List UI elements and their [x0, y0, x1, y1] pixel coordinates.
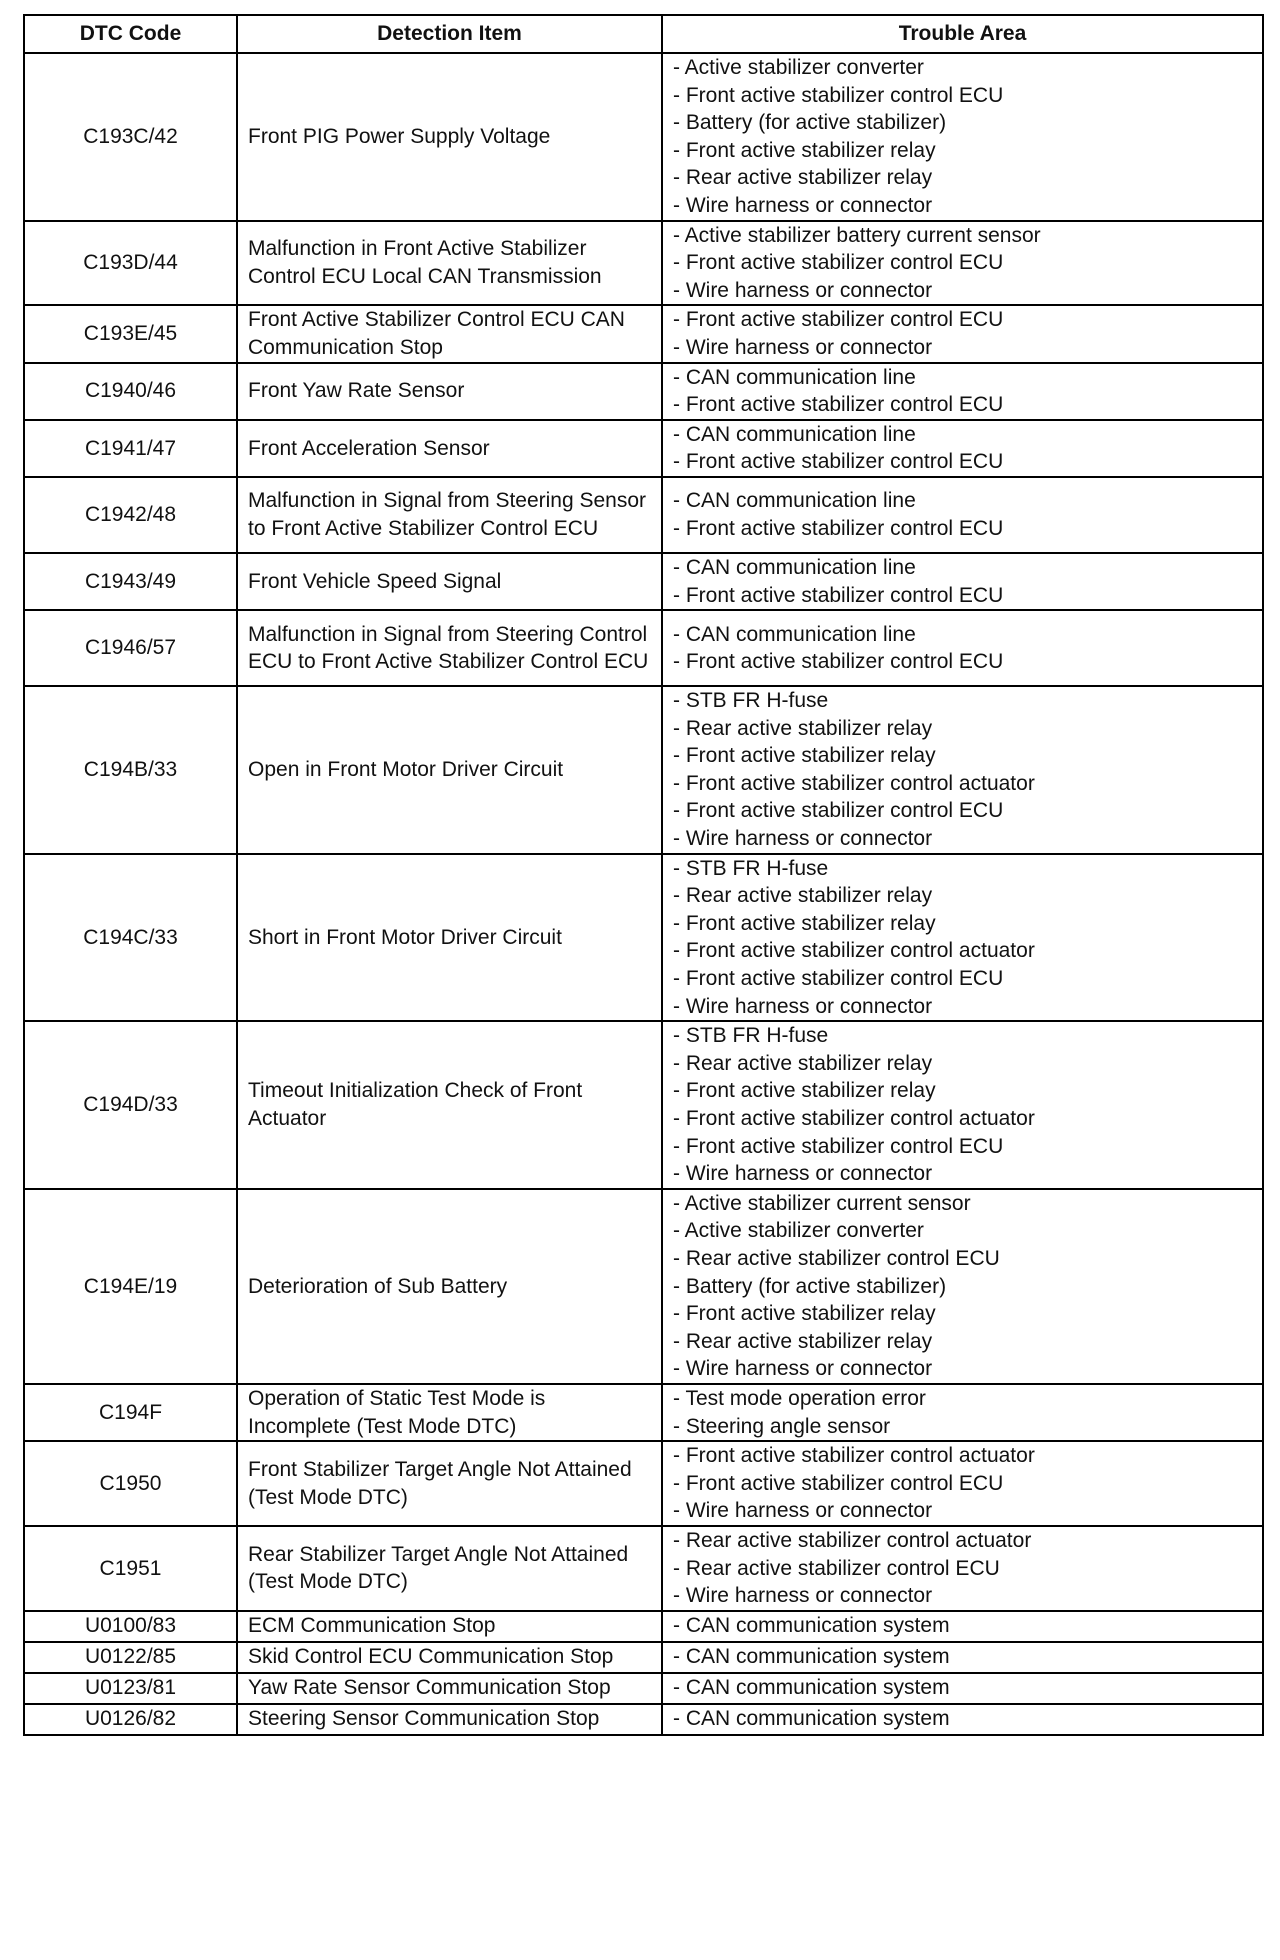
dtc-code-cell: U0123/81 — [24, 1673, 237, 1704]
trouble-area-line: - CAN communication line — [673, 422, 916, 446]
detection-item-cell: Front Acceleration Sensor — [237, 420, 662, 477]
trouble-area-cell — [662, 610, 1263, 686]
trouble-area-line: - Front active stabilizer control ECU — [673, 251, 1004, 275]
dtc-code-cell: C1940/46 — [24, 363, 237, 420]
trouble-area-line: - CAN communication system — [673, 1645, 950, 1669]
table-row — [24, 686, 1263, 854]
trouble-area-line: - CAN communication system — [673, 1707, 950, 1731]
trouble-area-cell — [662, 221, 1263, 306]
detection-item-cell: Open in Front Motor Driver Circuit — [237, 686, 662, 854]
trouble-area-line: - Wire harness or connector — [673, 193, 933, 217]
table-row — [24, 1021, 1263, 1189]
trouble-area-cell — [662, 1189, 1263, 1384]
trouble-area-cell — [662, 363, 1263, 420]
detection-item-cell: Operation of Static Test Mode is Incomplete (Test Mode DTC) — [237, 1384, 662, 1441]
detection-item-cell: Front Active Stabilizer Control ECU CAN Communication Stop — [237, 305, 662, 362]
detection-item-cell: ECM Communication Stop — [237, 1611, 662, 1642]
trouble-area-cell — [662, 1673, 1263, 1704]
trouble-area-cell — [662, 1611, 1263, 1642]
trouble-area-cell — [662, 477, 1263, 553]
trouble-area-line: - Battery (for active stabilizer) — [673, 111, 947, 135]
dtc-code-cell: C193E/45 — [24, 305, 237, 362]
trouble-area-line: - Wire harness or connector — [673, 827, 933, 851]
detection-item-cell: Malfunction in Front Active Stabilizer Control ECU Local CAN Transmission — [237, 221, 662, 306]
dtc-code-cell: C193D/44 — [24, 221, 237, 306]
trouble-area-line: - Front active stabilizer relay — [673, 1302, 936, 1326]
detection-item-cell: Deterioration of Sub Battery — [237, 1189, 662, 1384]
table-row — [24, 1673, 1263, 1704]
trouble-area-line: - Wire harness or connector — [673, 1357, 933, 1381]
detection-item-cell: Short in Front Motor Driver Circuit — [237, 854, 662, 1022]
table-row — [24, 363, 1263, 420]
trouble-area-cell — [662, 1384, 1263, 1441]
table-row — [24, 477, 1263, 553]
trouble-area-line: - Front active stabilizer control ECU — [673, 967, 1004, 991]
trouble-area-line: - STB FR H-fuse — [673, 1024, 829, 1048]
trouble-area-cell — [662, 854, 1263, 1022]
dtc-code-cell: C193C/42 — [24, 53, 237, 221]
detection-item-cell: Front Vehicle Speed Signal — [237, 553, 662, 610]
detection-item-cell: Front Yaw Rate Sensor — [237, 363, 662, 420]
header-trouble-area: Trouble Area — [662, 15, 1263, 53]
trouble-area-line: - Active stabilizer battery current sensor — [673, 223, 1041, 247]
dtc-code-cell: C1941/47 — [24, 420, 237, 477]
dtc-code-cell: C1951 — [24, 1526, 237, 1611]
dtc-table — [23, 14, 1264, 1736]
trouble-area-line: - Rear active stabilizer relay — [673, 166, 933, 190]
detection-item-cell: Malfunction in Signal from Steering Control ECU to Front Active Stabilizer Control ECU — [237, 610, 662, 686]
trouble-area-line: - Front active stabilizer control actuator — [673, 1444, 1035, 1468]
trouble-area-line: - Front active stabilizer control ECU — [673, 1471, 1004, 1495]
trouble-area-cell — [662, 1704, 1263, 1735]
trouble-area-line: - Wire harness or connector — [673, 994, 933, 1018]
detection-item-cell: Front PIG Power Supply Voltage — [237, 53, 662, 221]
dtc-code-cell: C1950 — [24, 1441, 237, 1526]
trouble-area-line: - STB FR H-fuse — [673, 689, 829, 713]
table-row — [24, 1384, 1263, 1441]
trouble-area-line: - Front active stabilizer control ECU — [673, 650, 1004, 674]
trouble-area-line: - Wire harness or connector — [673, 1162, 933, 1186]
trouble-area-line: - Front active stabilizer control ECU — [673, 583, 1004, 607]
trouble-area-line: - Rear active stabilizer control actuator — [673, 1528, 1032, 1552]
dtc-code-cell: C1942/48 — [24, 477, 237, 553]
table-row — [24, 1441, 1263, 1526]
trouble-area-line: - Wire harness or connector — [673, 1499, 933, 1523]
trouble-area-line: - CAN communication system — [673, 1676, 950, 1700]
trouble-area-cell — [662, 1526, 1263, 1611]
trouble-area-cell — [662, 1441, 1263, 1526]
trouble-area-line: - Front active stabilizer relay — [673, 138, 936, 162]
table-row — [24, 305, 1263, 362]
dtc-code-cell: U0122/85 — [24, 1642, 237, 1673]
table-row — [24, 1704, 1263, 1735]
trouble-area-cell — [662, 1642, 1263, 1673]
trouble-area-line: - Front active stabilizer relay — [673, 911, 936, 935]
trouble-area-line: - CAN communication line — [673, 622, 916, 646]
dtc-code-cell: C194D/33 — [24, 1021, 237, 1189]
trouble-area-line: - Active stabilizer converter — [673, 56, 924, 79]
table-row — [24, 420, 1263, 477]
trouble-area-cell — [662, 686, 1263, 854]
trouble-area-line: - Front active stabilizer control ECU — [673, 308, 1004, 332]
table-body — [24, 53, 1263, 1735]
table-row — [24, 1611, 1263, 1642]
trouble-area-line: - Front active stabilizer relay — [673, 744, 936, 768]
trouble-area-line: - Front active stabilizer control actuator — [673, 939, 1035, 963]
trouble-area-line: - Front active stabilizer control ECU — [673, 393, 1004, 417]
header-detection-item: Detection Item — [237, 15, 662, 53]
trouble-area-cell — [662, 1021, 1263, 1189]
trouble-area-line: - Front active stabilizer control ECU — [673, 1134, 1004, 1158]
trouble-area-line: - Rear active stabilizer relay — [673, 884, 933, 908]
detection-item-cell: Timeout Initialization Check of Front Actuator — [237, 1021, 662, 1189]
trouble-area-line: - Front active stabilizer control actuator — [673, 1107, 1035, 1130]
detection-item-cell: Yaw Rate Sensor Communication Stop — [237, 1673, 662, 1704]
detection-item-cell: Rear Stabilizer Target Angle Not Attained (Test Mode DTC) — [237, 1526, 662, 1611]
trouble-area-line: - Rear active stabilizer control ECU — [673, 1246, 1000, 1270]
table-row — [24, 1642, 1263, 1673]
header-row — [24, 15, 1263, 53]
trouble-area-line: - Rear active stabilizer control ECU — [673, 1556, 1000, 1580]
trouble-area-line: - Front active stabilizer relay — [673, 1079, 936, 1103]
table-row — [24, 610, 1263, 686]
trouble-area-line: - Front active stabilizer control ECU — [673, 83, 1004, 107]
dtc-code-cell: C1946/57 — [24, 610, 237, 686]
trouble-area-line: - CAN communication system — [673, 1614, 950, 1638]
trouble-area-line: - Rear active stabilizer relay — [673, 1329, 933, 1353]
detection-item-cell: Skid Control ECU Communication Stop — [237, 1642, 662, 1673]
table-row — [24, 553, 1263, 610]
dtc-code-cell: C194E/19 — [24, 1189, 237, 1384]
table-row — [24, 1526, 1263, 1611]
table-row — [24, 53, 1263, 221]
detection-item-cell: Steering Sensor Communication Stop — [237, 1704, 662, 1735]
trouble-area-line: - Front active stabilizer control ECU — [673, 516, 1004, 540]
trouble-area-line: - Front active stabilizer control actuator — [673, 771, 1035, 795]
trouble-area-cell — [662, 420, 1263, 477]
trouble-area-line: - Front active stabilizer control ECU — [673, 450, 1004, 474]
dtc-code-cell: C194F — [24, 1384, 237, 1441]
trouble-area-line: - Front active stabilizer control ECU — [673, 799, 1004, 823]
trouble-area-line: - STB FR H-fuse — [673, 856, 829, 880]
trouble-area-cell — [662, 53, 1263, 221]
trouble-area-line: - Wire harness or connector — [673, 1584, 933, 1608]
dtc-code-cell: C194B/33 — [24, 686, 237, 854]
trouble-area-line: - Rear active stabilizer relay — [673, 1051, 933, 1075]
dtc-code-cell: U0126/82 — [24, 1704, 237, 1735]
trouble-area-line: - Steering angle sensor — [673, 1414, 891, 1438]
trouble-area-line: - Wire harness or connector — [673, 335, 933, 359]
detection-item-cell: Malfunction in Signal from Steering Sensor to Front Active Stabilizer Control ECU — [237, 477, 662, 553]
trouble-area-line: - Test mode operation error — [673, 1386, 926, 1410]
trouble-area-line: - Rear active stabilizer relay — [673, 716, 933, 740]
table-row — [24, 1189, 1263, 1384]
trouble-area-line: - Wire harness or connector — [673, 278, 933, 302]
detection-item-cell: Front Stabilizer Target Angle Not Attained (Test Mode DTC) — [237, 1441, 662, 1526]
trouble-area-line: - CAN communication line — [673, 489, 916, 513]
dtc-code-cell: C194C/33 — [24, 854, 237, 1022]
table-row — [24, 221, 1263, 306]
table-row — [24, 854, 1263, 1022]
trouble-area-line: - CAN communication line — [673, 365, 916, 389]
trouble-area-line: - Active stabilizer current sensor — [673, 1191, 971, 1215]
trouble-area-line: - Active stabilizer converter — [673, 1219, 924, 1243]
header-dtc-code: DTC Code — [24, 15, 237, 53]
dtc-code-cell: C1943/49 — [24, 553, 237, 610]
trouble-area-cell — [662, 305, 1263, 362]
dtc-code-cell: U0100/83 — [24, 1611, 237, 1642]
trouble-area-line: - Battery (for active stabilizer) — [673, 1274, 947, 1298]
trouble-area-cell — [662, 553, 1263, 610]
trouble-area-line: - CAN communication line — [673, 555, 916, 579]
